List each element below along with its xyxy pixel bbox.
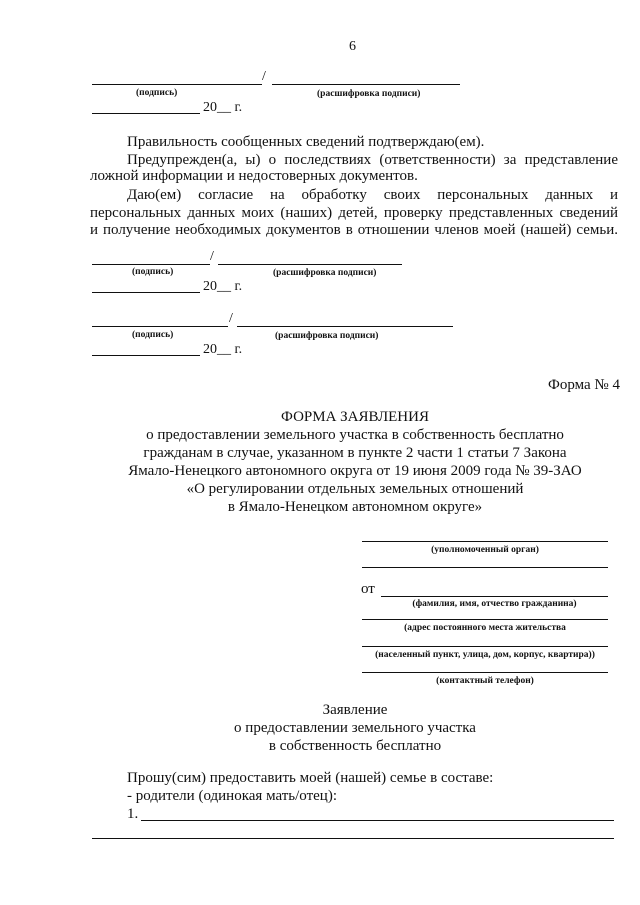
fio-line[interactable] xyxy=(381,596,608,597)
date-line[interactable] xyxy=(92,355,200,356)
consent-text-line3: и получение необходимых документов в отношении членов моей (нашей) семьи. xyxy=(90,222,618,238)
caption-locality: (населенный пункт, улица, дом, корпус, квартира)) xyxy=(375,650,595,660)
authority-line[interactable] xyxy=(362,541,608,542)
form-subtitle-line4: «О регулировании отдельных земельных отношений xyxy=(186,481,524,497)
caption-authority: (уполномоченный орган) xyxy=(431,545,539,555)
form-number: Форма № 4 xyxy=(548,377,620,393)
parents-label: - родители (одинокая мать/отец): xyxy=(127,788,337,804)
fio-line-2[interactable] xyxy=(362,619,608,620)
form-title: ФОРМА ЗАЯВЛЕНИЯ xyxy=(281,409,429,425)
warned-text-line1: Предупрежден(а, ы) о последствиях (ответственности) за представление xyxy=(127,152,618,168)
date-line[interactable] xyxy=(92,292,200,293)
decode-line[interactable] xyxy=(218,264,402,265)
parent-1-line-2[interactable] xyxy=(92,838,614,839)
warned-text-line2: ложной информации и недостоверных документов. xyxy=(90,168,418,184)
caption-signature: (подпись) xyxy=(136,88,178,98)
slash: / xyxy=(210,249,214,264)
caption-signature: (подпись) xyxy=(132,267,174,277)
date-year: 20__ г. xyxy=(203,279,243,294)
form-subtitle-line1: о предоставлении земельного участка в собственность бесплатно xyxy=(146,427,564,443)
date-year: 20__ г. xyxy=(203,342,243,357)
caption-decode: (расшифровка подписи) xyxy=(273,268,377,278)
date-year: 20__ г. xyxy=(203,100,243,115)
application-title: Заявление xyxy=(322,702,388,718)
caption-decode: (расшифровка подписи) xyxy=(317,89,421,99)
consent-text-line1: Даю(ем) согласие на обработку своих персональных данных и xyxy=(127,187,618,203)
consent-text-line2: персональных данных моих (наших) детей, проверку представленных сведений xyxy=(90,205,618,221)
parent-1-line[interactable] xyxy=(141,820,614,821)
page-number: 6 xyxy=(349,39,356,54)
application-subtitle-line2: в собственность бесплатно xyxy=(268,738,442,754)
decode-line[interactable] xyxy=(272,84,460,85)
confirm-text: Правильность сообщенных сведений подтверждаю(ем). xyxy=(127,134,485,150)
caption-address: (адрес постоянного места жительства xyxy=(404,623,566,633)
item-number: 1. xyxy=(127,806,139,822)
phone-line[interactable] xyxy=(362,672,608,673)
address-line[interactable] xyxy=(362,646,608,647)
from-label: от xyxy=(361,581,375,597)
form-subtitle-line2: гражданам в случае, указанном в пункте 2 части 1 статьи 7 Закона xyxy=(143,445,567,461)
signature-line[interactable] xyxy=(92,264,210,265)
decode-line[interactable] xyxy=(237,326,453,327)
slash: / xyxy=(262,69,266,84)
authority-line-2[interactable] xyxy=(362,567,608,568)
caption-signature: (подпись) xyxy=(132,330,174,340)
date-line[interactable] xyxy=(92,113,200,114)
signature-line[interactable] xyxy=(92,326,228,327)
request-text: Прошу(сим) предоставить моей (нашей) семье в составе: xyxy=(127,770,494,786)
signature-line[interactable] xyxy=(92,84,262,85)
caption-decode: (расшифровка подписи) xyxy=(275,331,379,341)
application-subtitle-line1: о предоставлении земельного участка xyxy=(234,720,476,736)
caption-fio: (фамилия, имя, отчество гражданина) xyxy=(412,599,577,609)
form-subtitle-line3: Ямало-Ненецкого автономного округа от 19 июня 2009 года № 39-ЗАО xyxy=(128,463,582,479)
caption-phone: (контактный телефон) xyxy=(436,676,534,686)
form-subtitle-line5: в Ямало-Ненецком автономном округе» xyxy=(227,499,483,515)
slash: / xyxy=(229,311,233,326)
